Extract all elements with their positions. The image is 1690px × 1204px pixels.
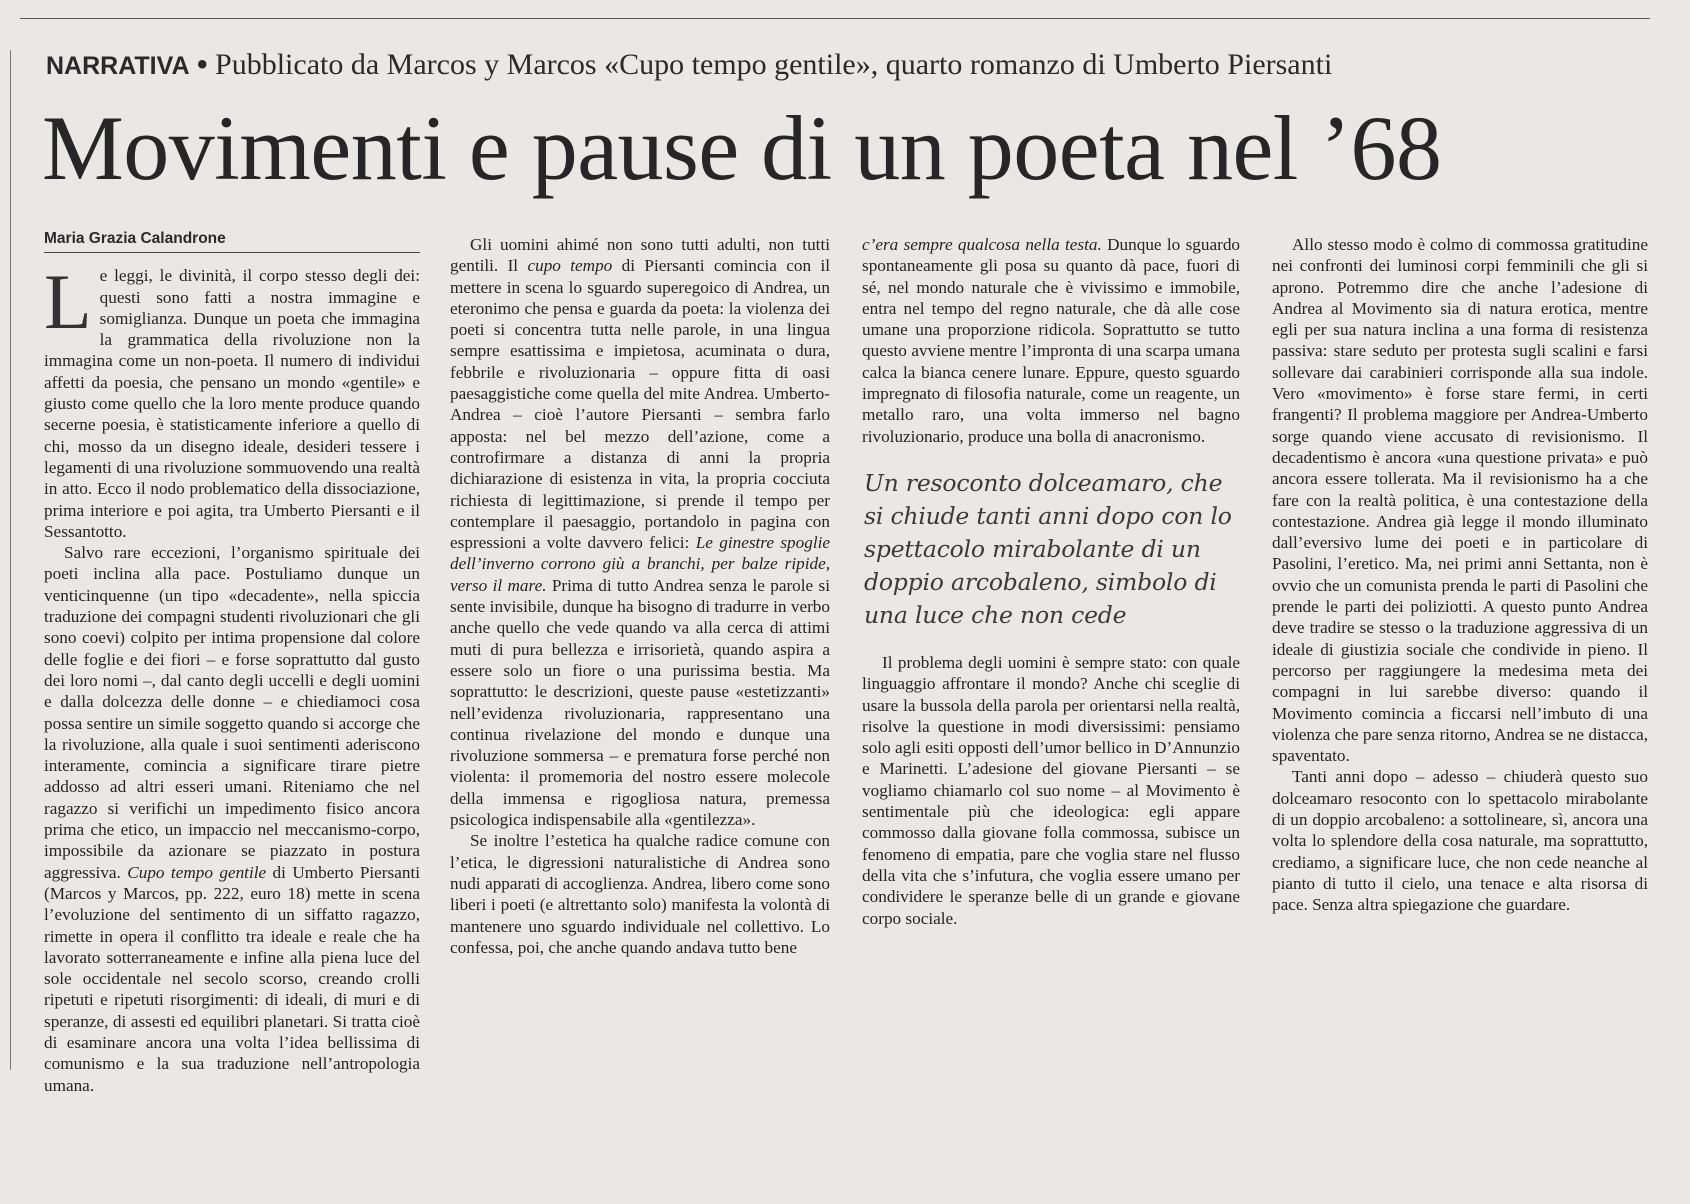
paragraph-7-text: Tanti anni dopo – adesso – chiuderà questo suo dolceamaro resoconto con lo spettacolo mirabolante di un doppio arcobaleno: a sottolineare, sì, ancora una volta lo splendore della cosa naturale, ma soprattutto, crediamo, a significare luce, che non cede neanche al pianto di tutto il cielo, una tenace e alta risorsa di pace. Senza altra spiegazione che guardare.	[1272, 767, 1648, 915]
paragraph-4	[450, 830, 830, 958]
book-title-italic: Cupo tempo gentile	[127, 862, 267, 882]
pull-quote: Un resoconto dolceamaro, che si chiude tanti anni dopo con lo spettacolo mirabolante di un doppio arcobaleno, simbolo di una luce che non cede	[864, 468, 1232, 629]
paragraph-4-text-a: Se inoltre l’estetica ha qualche radice comune con l’etica, le digressioni naturalistiche di Andrea sono nudi apparati di accoglienza. Andrea, libero come sono liberi i poeti (e altrettanto solo) manifesta la volontà di mantenere uno sguardo individuale nel collettivo. Lo confessa, poi, che anche quando andava tutto bene	[450, 831, 830, 957]
paragraph-1	[44, 258, 420, 542]
paragraph-3-text-c: Prima di tutto Andrea senza le parole si sente invisibile, dunque ha bisogno di tradurre in verbo anche quello che vede quando va alla cerca di attimi muti di pura bellezza e irrisorietà, quando aspira a essere solo un fiore o una purissima bestia. Ma soprattutto: le descrizioni, queste pause «estetizzanti» nell’evidenza rivoluzionaria, rappresentano una continua rivelazione del mondo e dunque una rivoluzione sommersa – e prematura forse perché non violenta: il promemoria del nostro essere molecole della immensa e rigogliosa natura, premessa psicologica indispensabile alla «gentilezza».	[450, 575, 830, 830]
headline: Movimenti e pause di un poeta nel ’68	[42, 97, 1442, 199]
drop-cap: L	[44, 258, 92, 346]
article-column-2	[450, 234, 830, 958]
paragraph-1-text: e leggi, le divinità, il corpo stesso degli dei: questi sono fatti a nostra immagine e somiglianza. Dunque un poeta che immagina la grammatica della rivoluzione non la immagina come un non-poeta. Il numero di individui affetti da poesia, che pensano un mondo «gentile» e giusto come quello che la loro mente produce quando secerne poesia, è statisticamente inferiore a quello di chi, mosso da un disegno ideale, desideri tessere i legamenti di una rivoluzione sommuovendo una realtà in atto. Ecco il nodo problematico della dissociazione, prima interiore e poi agita, tra Umberto Piersanti e il Sessantotto.	[44, 266, 420, 541]
paragraph-5-text: Il problema degli uomini è sempre stato: con quale linguaggio affrontare il mondo? Anche chi sceglie di usare la bussola della parola per orientarsi nella realtà, risolve la questione in modi diversissimi: pensiamo solo agli esiti opposti dell’umor bellico in D’Annunzio e Marinetti. L’adesione del giovane Piersanti – se vogliamo chiamarlo col suo nome – al Movimento è sentimentale più che ideologica: egli appare commosso dalla giovane folla commossa, subisce un fenomeno di empatia, pare che voglia stare nel flusso della vita che s’infutura, che voglia essere umano per condividere le speranze belle di un grande e giovane corpo sociale.	[862, 652, 1240, 928]
paragraph-4-continued	[862, 234, 1240, 447]
quote-italic: Le ginestre spoglie dell’inverno corrono giù a branchi, per balze ripide, verso il mare.	[450, 533, 831, 595]
article-column-3	[862, 234, 1240, 929]
paragraph-5	[862, 652, 1240, 929]
paragraph-2-text: Salvo rare eccezioni, l’organismo spirituale dei poeti inclina alla pace. Postuliamo dunque un venticinquenne (un tipo «decadente», nella spiccia traduzione dei compagni studenti rivoluzionari che gli sono coevi) colpito per intima propensione dal colore delle foglie e dei fiori – e forse soprattutto dal gusto dei loro nomi –, dal canto degli uccelli e degli uomini e dalla dolcezza delle donne – e chiediamoci cosa possa sentire un simile soggetto quando si accorge che la rivoluzione, alla quale i suoi sentimenti aderiscono interamente, comincia a significare tirare pietre addosso ad altri esseri umani. Riteniamo che nel ragazzo si verifichi un impedimento fisico ancora prima che etico, un impaccio nel meccanismo-corpo, impossibile da azionare se piazzato in postura aggressiva.	[44, 543, 420, 882]
kicker-line	[46, 48, 1606, 82]
article-column-1	[44, 228, 420, 1096]
paragraph-3-text-b: di Piersanti comincia con il mettere in scena lo sguardo superegoico di Andrea, un eteronimo che pensa e guarda da poeta: la violenza dei poeti si concentra tutta nelle parole, in una lingua sempre esattissima e impietosa, acuminata o dura, febbrile e rivoluzionaria – oppure fitta di oasi paesaggistiche come quella del mite Andrea. Umberto-Andrea – cioè l’autore Piersanti – sembra farlo apposta: nel bel mezzo dell’azione, come a controfirmare a distanza di anni la propria dichiarazione di esistenza in vita, la propria cocciuta richiesta di legittimazione, si prende il tempo per contemplare il paesaggio, portandolo in pagina con espressioni a volte davvero felici:	[450, 256, 831, 553]
paragraph-2-text-b: di Umberto Piersanti (Marcos y Marcos, pp. 222, euro 18) mette in scena l’evoluzione del sentimento di un siffatto ragazzo, rimette in opera il conflitto tra ideale e reale che ha lavorato sotterraneamente e infine alla piena luce del sole occidentale nel secolo scorso, creando crolli ripetuti e ripetuti risorgimenti: di ideali, di muri e di speranze, di assesti ed equilibri planetari. Si tratta cioè di esaminare ancora una volta l’idea bellissima di comunismo e la sua traduzione nell’antropologia umana.	[44, 862, 420, 1095]
paragraph-6	[1272, 234, 1648, 766]
paragraph-4-text-b: Dunque lo sguardo spontaneamente gli posa su quanto dà pace, fuori di sé, nel mondo naturale che è vivissimo e immobile, entra nel tempo del regno naturale, che dà alle cose umane una proporzione ridicola. Soprattutto se tutto questo avviene mentre l’impronta di una scarpa umana calca la bianca cenere lunare. Eppure, questo sguardo impregnato di filosofia naturale, come un reagente, un metallo raro, una volta immerso nel bagno rivoluzionario, produce una bolla di anacronismo.	[862, 235, 1241, 446]
kicker-separator: •	[197, 48, 208, 81]
section-tag: NARRATIVA	[46, 52, 190, 80]
paragraph-6-text: Allo stesso modo è colmo di commossa gratitudine nei confronti dei luminosi corpi femminili che gli si aprono. Potremmo dire che anche l’adesione di Andrea al Movimento sia di natura erotica, mentre egli per sua natura inclina a una forma di resistenza passiva: stare seduto per protesta sugli scalini e farsi sollevare dai carabinieri corrisponde alla sua indole. Vero «movimento» è forse stare fermi, in certi frangenti? Il problema maggiore per Andrea-Umberto sorge quando viene accusato di revisionismo. Il decadentismo è ancora «una questione privata» e può ancora essere tollerata. Ma il revisionismo ha a che fare con la realtà politica, è una contestazione della contestazione. Andrea già legge il mondo illuminato dall’eversivo lume dei poeti e in particolare di Pasolini, l’eretico. Ma, nei primi anni Settanta, non è ovvio che un comunista prenda le parti di Pasolini che prende le parti dei poliziotti. A questo punto Andrea deve tradire se stesso o la traduzione aggressiva di un ideale di giustizia sociale che condivide in pieno. Il percorso per raggiungere la medesima meta dei compagni in lui sarebbe diverso: quando il Movimento comincia a ficcarsi nell’imbuto di una violenza che pare senza ritorno, Andrea se ne distacca, spaventato.	[1272, 235, 1648, 766]
paragraph-3-italic: cupo tempo	[527, 256, 613, 276]
kicker-text: Pubblicato da Marcos y Marcos «Cupo tempo gentile», quarto romanzo di Umberto Piersanti	[215, 48, 1333, 81]
left-rule	[10, 50, 11, 1070]
paragraph-7	[1272, 766, 1648, 915]
paragraph-3	[450, 234, 830, 830]
top-rule	[20, 18, 1650, 19]
paragraph-4-italic: c’era sempre qualcosa nella testa.	[862, 235, 1102, 254]
article-column-4	[1272, 234, 1648, 916]
paragraph-3-text-a: Gli uomini ahimé non sono tutti adulti, non tutti gentili. Il	[450, 235, 830, 276]
paragraph-2	[44, 542, 420, 1096]
byline: Maria Grazia Calandrone	[44, 228, 420, 253]
